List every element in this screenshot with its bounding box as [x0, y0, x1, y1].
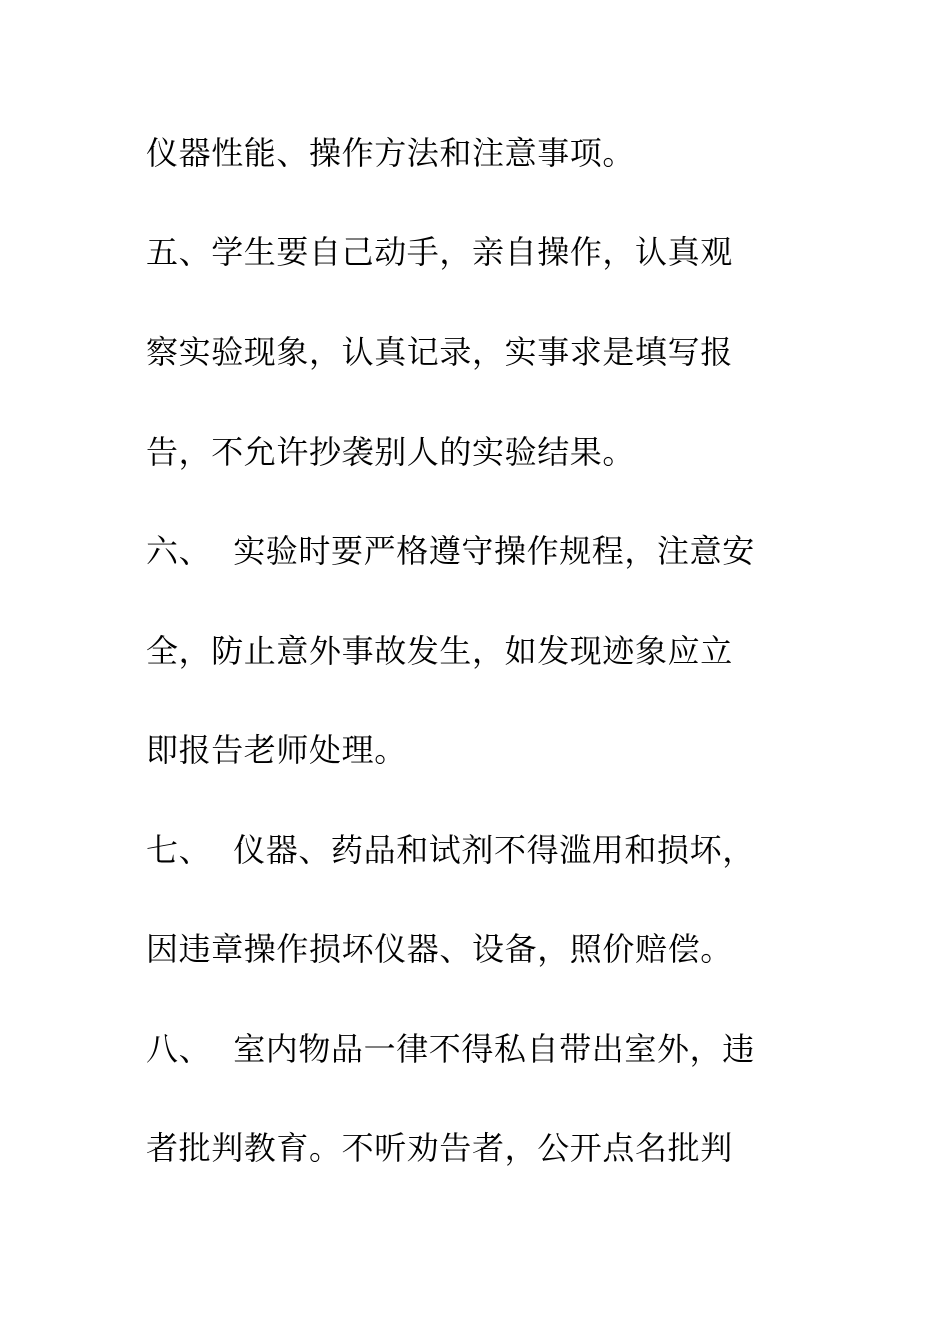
item-eight-text: 室内物品一律不得私自带出室外，违: [233, 1030, 755, 1068]
text-line-5: [146, 526, 846, 576]
text-line-6: 全，防止意外事故发生，如发现迹象应立: [146, 632, 733, 670]
item-seven-text: 仪器、药品和试剂不得滥用和损坏，: [233, 831, 755, 869]
item-number-seven: 七、: [146, 831, 212, 869]
text-line-9: 因违章操作损坏仪器、设备，照价赔偿。: [146, 930, 733, 968]
item-number-eight: 八、: [146, 1030, 212, 1068]
text-line-3: 察实验现象，认真记录，实事求是填写报: [146, 333, 733, 371]
text-line-2: 五、学生要自己动手，亲自操作，认真观: [146, 233, 733, 271]
text-line-8: [146, 825, 846, 875]
text-line-1: 仪器性能、操作方法和注意事项。: [146, 134, 636, 172]
text-line-11: 者批判教育。不听劝告者，公开点名批判: [146, 1129, 733, 1167]
text-line-7: 即报告老师处理。: [146, 731, 407, 769]
text-line-4: 告，不允许抄袭别人的实验结果。: [146, 433, 636, 471]
item-six-text: 实验时要严格遵守操作规程，注意安: [233, 532, 755, 570]
item-number-six: 六、: [146, 532, 212, 570]
text-line-10: [146, 1024, 846, 1074]
